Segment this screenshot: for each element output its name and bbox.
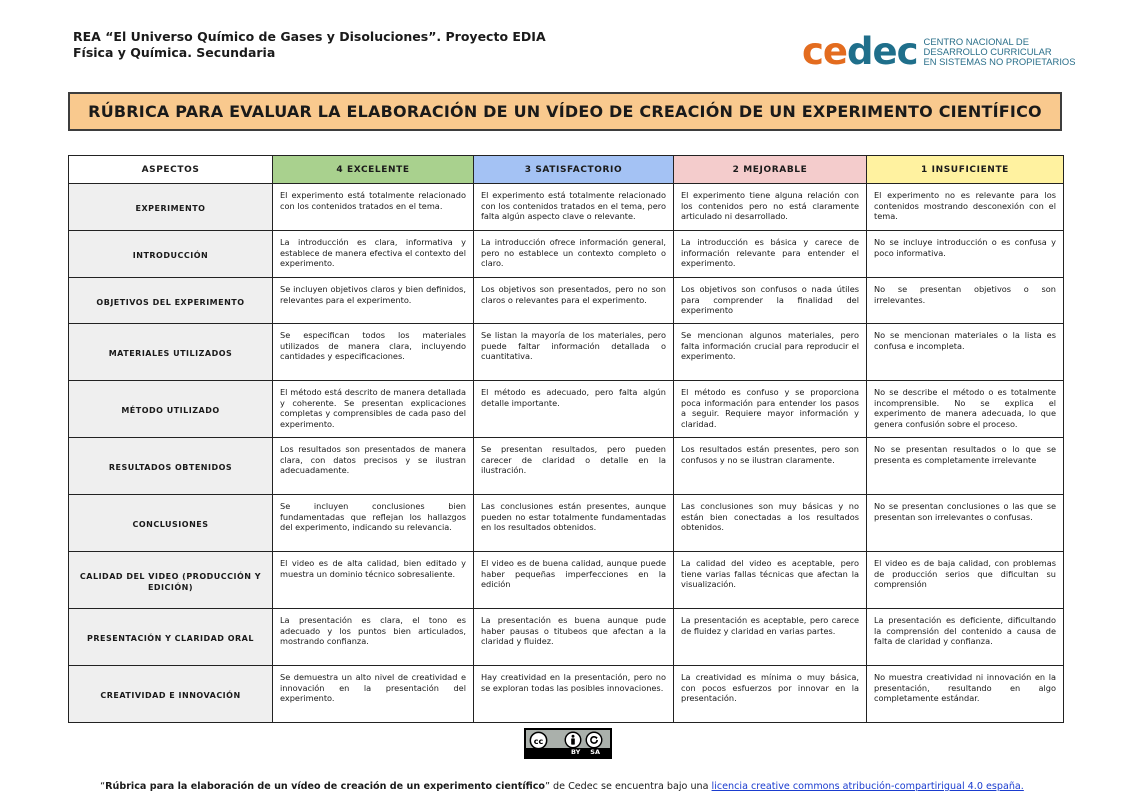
by-icon (564, 731, 582, 749)
criterion-cell-level-4: Los resultados son presentados de manera clara, con datos precisos y se ilustran adecuadamente. (273, 438, 474, 495)
criterion-cell-level-2: La presentación es aceptable, pero carece de fluidez y claridad en varias partes. (674, 609, 867, 666)
criterion-cell-level-2: Los objetivos son confusos o nada útiles para comprender la finalidad del experimento (674, 278, 867, 324)
criterion-cell-level-3: El método es adecuado, pero falta algún detalle importante. (474, 381, 674, 438)
aspect-cell: CONCLUSIONES (69, 495, 273, 552)
criterion-cell-level-4: La introducción es clara, informativa y establece de manera efectiva el contexto del experimento. (273, 231, 474, 278)
criterion-cell-level-4: El video es de alta calidad, bien editado y muestra un dominio técnico sobresaliente. (273, 552, 474, 609)
table-row (69, 278, 1064, 324)
aspect-cell: CREATIVIDAD E INNOVACIÓN (69, 666, 273, 723)
table-row (69, 609, 1064, 666)
criterion-cell-level-1: No se describe el método o es totalmente incomprensible. No se explica el experimento de manera adecuada, lo que genera confusión sobre el proceso. (867, 381, 1064, 438)
column-header-level-1: 1 INSUFICIENTE (867, 156, 1064, 184)
cc-license-badge[interactable] (524, 728, 612, 759)
column-header-level-4: 4 EXCELENTE (273, 156, 474, 184)
rubric-title-banner (68, 92, 1062, 131)
criterion-cell-level-2: El experimento tiene alguna relación con los contenidos pero no está claramente articulado ni desarrollado. (674, 184, 867, 231)
cc-icon (529, 731, 548, 750)
rubric-table (68, 155, 1064, 723)
criterion-cell-level-1: No muestra creatividad ni innovación en la presentación, resultando en algo completamente estándar. (867, 666, 1064, 723)
criterion-cell-level-2: Los resultados están presentes, pero son confusos y no se ilustran claramente. (674, 438, 867, 495)
criterion-cell-level-3: Se listan la mayoría de los materiales, pero puede faltar información detallada o cuantitativa. (474, 324, 674, 381)
table-row (69, 231, 1064, 278)
logo-wordmark: cedec (802, 30, 918, 73)
header-row (69, 156, 1064, 184)
criterion-cell-level-2: La calidad del video es aceptable, pero tiene varias fallas técnicas que afectan la visualización. (674, 552, 867, 609)
project-title: REA “El Universo Químico de Gases y Disoluciones”. Proyecto EDIA (73, 29, 546, 44)
cedec-logo (802, 32, 1075, 72)
criterion-cell-level-4: Se incluyen objetivos claros y bien definidos, relevantes para el experimento. (273, 278, 474, 324)
criterion-cell-level-3: El video es de buena calidad, aunque puede haber pequeñas imperfecciones en la edición (474, 552, 674, 609)
aspect-cell: MATERIALES UTILIZADOS (69, 324, 273, 381)
criterion-cell-level-1: La presentación es deficiente, dificultando la comprensión del contenido a causa de falta de claridad y confianza. (867, 609, 1064, 666)
criterion-cell-level-3: El experimento está totalmente relacionado con los contenidos tratados en el tema, pero falta algún aspecto clave o relevante. (474, 184, 674, 231)
sa-label: SA (590, 748, 600, 756)
criterion-cell-level-3: La introducción ofrece información general, pero no establece un contexto completo o claro. (474, 231, 674, 278)
column-header-level-3: 3 SATISFACTORIO (474, 156, 674, 184)
subject-title: Física y Química. Secundaria (73, 45, 276, 60)
table-row (69, 495, 1064, 552)
criterion-cell-level-4: La presentación es clara, el tono es adecuado y los puntos bien articulados, mostrando confianza. (273, 609, 474, 666)
aspect-cell: INTRODUCCIÓN (69, 231, 273, 278)
aspect-cell: RESULTADOS OBTENIDOS (69, 438, 273, 495)
by-label: BY (570, 748, 581, 756)
table-row (69, 552, 1064, 609)
criterion-cell-level-4: Se especifican todos los materiales utilizados de manera clara, incluyendo cantidades y especificaciones. (273, 324, 474, 381)
criterion-cell-level-2: La introducción es básica y carece de información relevante para entender el experimento. (674, 231, 867, 278)
aspect-cell: EXPERIMENTO (69, 184, 273, 231)
table-row (69, 438, 1064, 495)
license-link[interactable]: licencia creative commons atribución-compartirigual 4.0 españa. (711, 781, 1024, 792)
criterion-cell-level-2: Se mencionan algunos materiales, pero falta información crucial para reproducir el experimento. (674, 324, 867, 381)
criterion-cell-level-1: El video es de baja calidad, con problemas de producción serios que dificultan su comprensión (867, 552, 1064, 609)
column-header-aspects: ASPECTOS (69, 156, 273, 184)
criterion-cell-level-3: Se presentan resultados, pero pueden carecer de claridad o detalle en la ilustración. (474, 438, 674, 495)
license-footer: “Rúbrica para la elaboración de un vídeo de creación de un experimento científico” de Cedec se encuentra bajo una licencia creative commons atribución-compartirigual 4.0 españa. (100, 781, 1024, 792)
logo-subtitle: CENTRO NACIONAL DE DESARROLLO CURRICULAR EN SISTEMAS NO PROPIETARIOS (923, 36, 1076, 67)
criterion-cell-level-4: Se demuestra un alto nivel de creatividad e innovación en la presentación del experimento. (273, 666, 474, 723)
criterion-cell-level-1: No se presentan conclusiones o las que se presentan son irrelevantes o confusas. (867, 495, 1064, 552)
table-row (69, 324, 1064, 381)
criterion-cell-level-2: Las conclusiones son muy básicas y no están bien conectadas a los resultados obtenidos. (674, 495, 867, 552)
criterion-cell-level-1: No se presentan objetivos o son irrelevantes. (867, 278, 1064, 324)
criterion-cell-level-4: Se incluyen conclusiones bien fundamentadas que reflejan los hallazgos del experimento, indicando su relevancia. (273, 495, 474, 552)
work-title: Rúbrica para la elaboración de un vídeo de creación de un experimento científico (105, 781, 546, 792)
document-header (73, 29, 546, 61)
criterion-cell-level-1: No se incluye introducción o es confusa y poco informativa. (867, 231, 1064, 278)
criterion-cell-level-3: La presentación es buena aunque pude haber pausas o titubeos que afectan a la claridad y fluidez. (474, 609, 674, 666)
criterion-cell-level-4: El experimento está totalmente relacionado con los contenidos tratados en el tema. (273, 184, 474, 231)
criterion-cell-level-4: El método está descrito de manera detallada y coherente. Se presentan explicaciones completas y comprensibles de cada paso del experimento. (273, 381, 474, 438)
criterion-cell-level-1: El experimento no es relevante para los contenidos mostrando desconexión con el tema. (867, 184, 1064, 231)
table-row (69, 666, 1064, 723)
rubric-title: RÚBRICA PARA EVALUAR LA ELABORACIÓN DE UN VÍDEO DE CREACIÓN DE UN EXPERIMENTO CIENTÍFICO (88, 102, 1042, 121)
table-row (69, 184, 1064, 231)
aspect-cell: CALIDAD DEL VIDEO (PRODUCCIÓN Y EDICIÓN) (69, 552, 273, 609)
aspect-cell: OBJETIVOS DEL EXPERIMENTO (69, 278, 273, 324)
aspect-cell: PRESENTACIÓN Y CLARIDAD ORAL (69, 609, 273, 666)
column-header-level-2: 2 MEJORABLE (674, 156, 867, 184)
sa-icon (585, 731, 603, 749)
criterion-cell-level-3: Las conclusiones están presentes, aunque pueden no estar totalmente fundamentadas en los resultados obtenidos. (474, 495, 674, 552)
rubric-body (69, 184, 1064, 723)
criterion-cell-level-1: No se mencionan materiales o la lista es confusa e incompleta. (867, 324, 1064, 381)
criterion-cell-level-2: La creatividad es mínima o muy básica, con pocos esfuerzos por innovar en la presentación. (674, 666, 867, 723)
criterion-cell-level-1: No se presentan resultados o lo que se presenta es completamente irrelevante (867, 438, 1064, 495)
criterion-cell-level-3: Los objetivos son presentados, pero no son claros o relevantes para el experimento. (474, 278, 674, 324)
table-row (69, 381, 1064, 438)
aspect-cell: MÉTODO UTILIZADO (69, 381, 273, 438)
svg-text:cc: cc (533, 736, 544, 746)
criterion-cell-level-2: El método es confuso y se proporciona poca información para entender los pasos a seguir. Requiere mayor información y claridad. (674, 381, 867, 438)
criterion-cell-level-3: Hay creatividad en la presentación, pero no se exploran todas las posibles innovaciones. (474, 666, 674, 723)
